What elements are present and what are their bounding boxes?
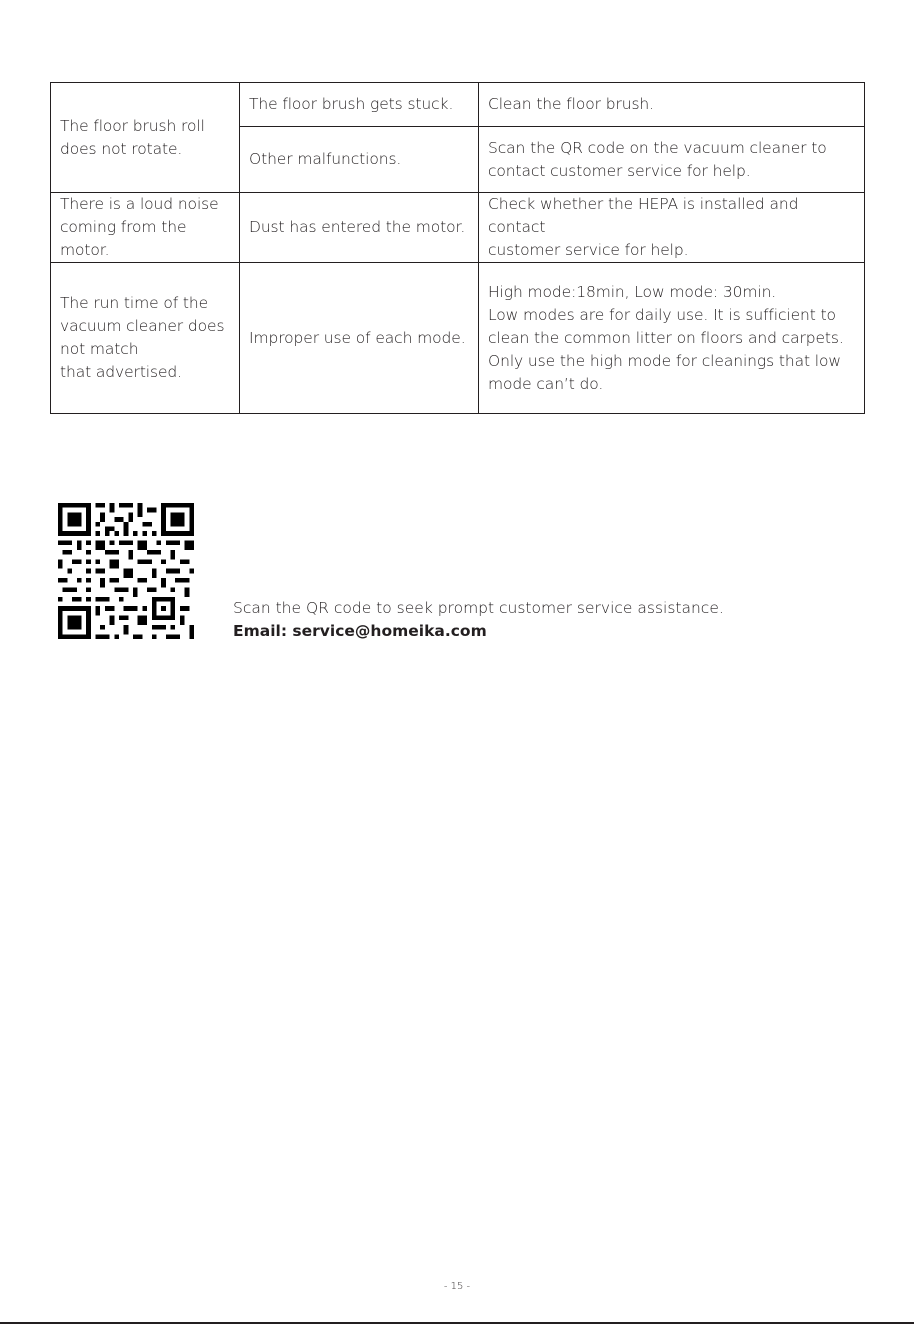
problem-cell <box>51 193 240 263</box>
problem-text: There is a loud noise <box>60 195 219 213</box>
solution-text: High mode:18min, Low mode: 30min. <box>488 282 777 301</box>
page-number: - 15 - <box>443 1281 471 1292</box>
cause-text: The floor brush gets stuck. <box>249 95 454 113</box>
solution-text: Clean the floor brush. <box>488 95 654 113</box>
solution-text: Low modes are for daily use. It is sufficient to <box>488 305 836 324</box>
solution-cell <box>479 83 865 127</box>
table-row <box>51 193 865 263</box>
problem-cell <box>51 83 240 193</box>
table-row <box>51 263 865 414</box>
cause-text: Dust has entered the motor. <box>249 218 466 236</box>
solution-text: Scan the QR code on the vacuum cleaner to <box>488 138 827 157</box>
cause-cell <box>240 83 479 127</box>
table-row <box>51 83 865 127</box>
solution-text: customer service for help. <box>488 241 689 259</box>
problem-text: that advertised. <box>60 363 182 381</box>
solution-text: Check whether the HEPA is installed and contact <box>488 195 799 236</box>
problem-text: The run time of the <box>60 294 209 312</box>
problem-text: vacuum cleaner does <box>60 317 225 335</box>
problem-text: The floor brush roll <box>60 116 205 135</box>
problem-cell <box>51 263 240 414</box>
solution-text: Only use the high mode for cleanings that low <box>488 351 841 370</box>
solution-cell <box>479 263 865 414</box>
problem-text: does not rotate. <box>60 139 183 158</box>
cause-cell <box>240 193 479 263</box>
solution-cell <box>479 127 865 193</box>
contact-scan-text: Scan the QR code to seek prompt customer service assistance. <box>233 599 724 617</box>
problem-text: not match <box>60 340 139 358</box>
solution-text: clean the common litter on floors and carpets. <box>488 328 844 347</box>
cause-cell <box>240 127 479 193</box>
cause-text: Improper use of each mode. <box>249 328 466 347</box>
contact-block <box>233 597 724 643</box>
problem-text: coming from the motor. <box>60 218 187 259</box>
contact-email-text: Email: service@homeika.com <box>233 622 487 640</box>
qr-code-icon <box>58 503 194 639</box>
solution-text: mode can’t do. <box>488 374 604 393</box>
solution-text: contact customer service for help. <box>488 161 751 180</box>
solution-cell <box>479 193 865 263</box>
cause-cell <box>240 263 479 414</box>
troubleshooting-table <box>50 82 865 414</box>
cause-text: Other malfunctions. <box>249 150 402 168</box>
